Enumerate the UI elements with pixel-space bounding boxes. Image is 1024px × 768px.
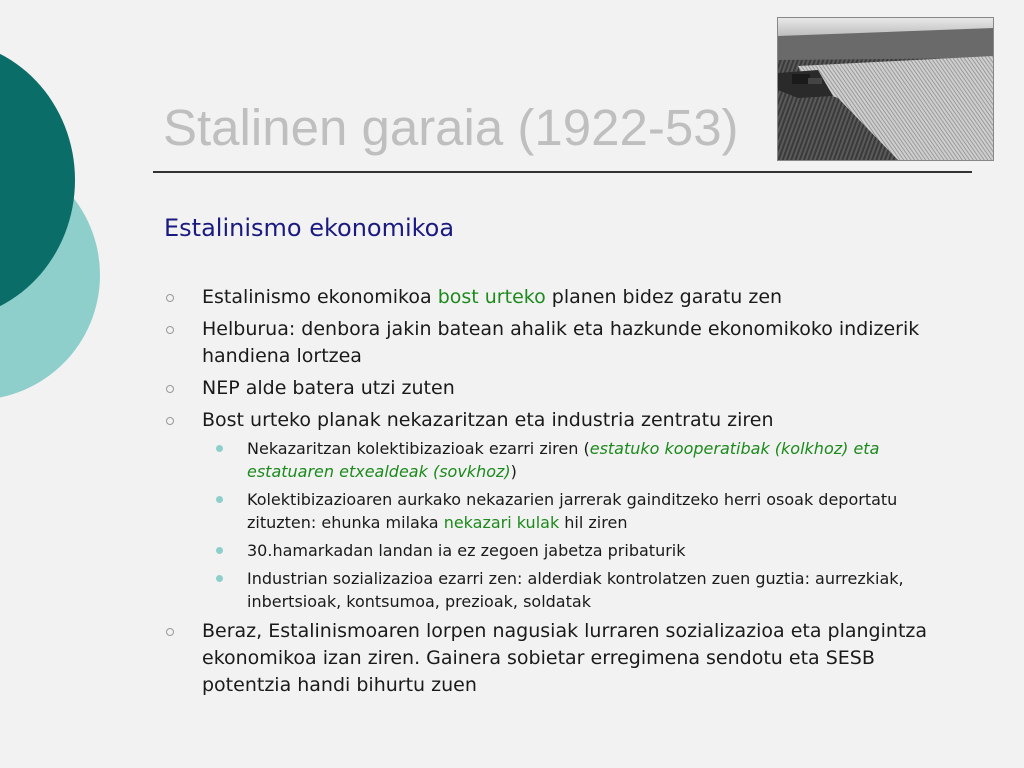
text-segment: Estalinismo ekonomikoa <box>202 286 438 308</box>
hollow-circle-bullet-icon <box>166 385 174 393</box>
filled-circle-bullet-icon <box>216 575 223 582</box>
filled-circle-bullet-icon <box>216 547 223 554</box>
slide-photo-harvest-field <box>777 17 994 161</box>
sub-bullet-item <box>160 488 970 534</box>
filled-circle-bullet-icon <box>216 445 223 452</box>
bullet-text <box>202 620 927 696</box>
sub-bullet-text <box>247 569 904 611</box>
text-segment: 30.hamarkadan landan ia ez zegoen jabetza pribaturik <box>247 541 686 560</box>
sub-bullet-item <box>160 567 970 613</box>
bullet-text <box>202 409 774 431</box>
text-segment: planen bidez garatu zen <box>545 286 783 308</box>
bullet-text <box>202 377 455 399</box>
text-segment: Helburua: denbora jakin batean ahalik eta hazkunde ekonomikoko indizerik handiena lortzea <box>202 318 920 367</box>
bullet-item <box>160 618 970 699</box>
sub-bullet-text <box>247 541 686 560</box>
text-segment: bost urteko <box>437 286 546 308</box>
text-segment: Kolektibizazioaren aurkako nekazarien jarrerak gainditzeko herri osoak deportatu zituzten: ehunka milaka <box>247 490 898 532</box>
hollow-circle-bullet-icon <box>166 628 174 636</box>
sub-bullet-text <box>247 490 897 532</box>
text-segment: ) <box>510 462 517 481</box>
text-segment: Bost urteko planak nekazaritzan eta industria zentratu ziren <box>202 409 774 431</box>
sub-bullet-item <box>160 539 970 562</box>
text-segment: nekazari kulak <box>443 513 560 532</box>
text-segment: hil ziren <box>559 513 628 532</box>
sub-bullet-item <box>160 437 970 483</box>
bullet-list <box>160 284 970 699</box>
slide-content <box>160 284 970 699</box>
sub-bullet-list <box>202 437 970 613</box>
bullet-text <box>202 286 782 308</box>
slide-title: Stalinen garaia (1922-53) <box>163 99 739 156</box>
hollow-circle-bullet-icon <box>166 417 174 425</box>
text-segment: Beraz, Estalinismoaren lorpen nagusiak lurraren sozializazioa eta plangintza ekonomikoa izan ziren. Gainera sobietar erregimena sendotu eta SESB potentzia handi bihurtu zuen <box>202 620 928 696</box>
bullet-item <box>160 375 970 402</box>
filled-circle-bullet-icon <box>216 496 223 503</box>
bullet-item <box>160 316 970 370</box>
bullet-item <box>160 407 970 613</box>
slide-subtitle: Estalinismo ekonomikoa <box>164 214 455 242</box>
text-segment: Nekazaritzan kolektibizazioak ezarri ziren ( <box>247 439 590 458</box>
sub-bullet-text <box>247 439 879 481</box>
bullet-item <box>160 284 970 311</box>
text-segment: NEP alde batera utzi zuten <box>202 377 455 399</box>
hollow-circle-bullet-icon <box>166 294 174 302</box>
hollow-circle-bullet-icon <box>166 326 174 334</box>
text-segment: estatuko kooperatibak (kolkhoz) eta estatuaren etxealdeak (sovkhoz) <box>247 439 880 481</box>
text-segment: Industrian sozializazioa ezarri zen: alderdiak kontrolatzen zuen guztia: aurrezkiak, inbertsioak, kontsumoa, prezioak, soldatak <box>247 569 904 611</box>
title-divider <box>153 171 972 173</box>
bullet-text <box>202 318 919 367</box>
